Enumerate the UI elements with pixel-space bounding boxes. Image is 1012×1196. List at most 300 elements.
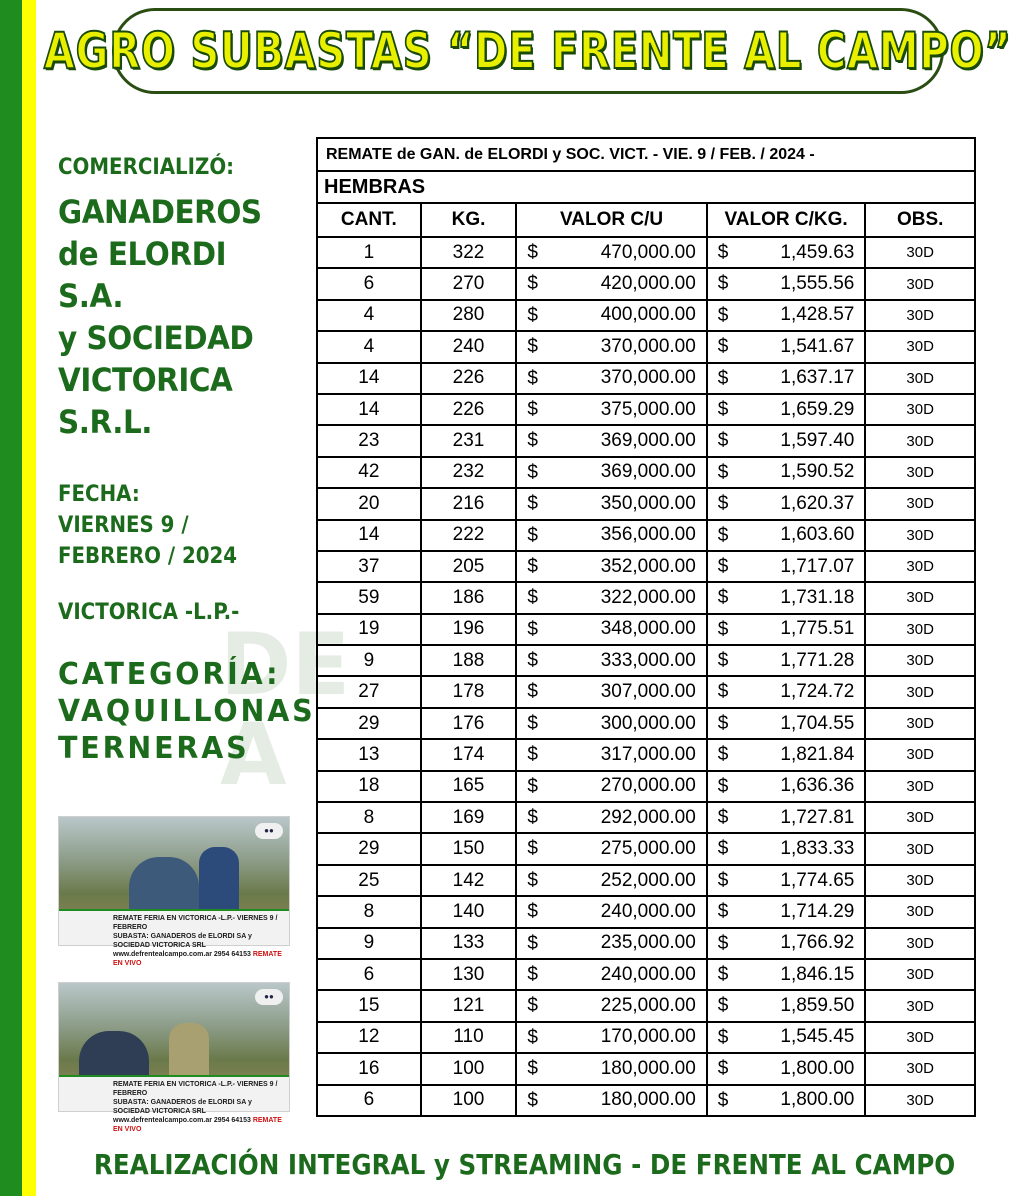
currency-symbol: $ — [527, 398, 538, 420]
amount: 1,555.56 — [780, 273, 855, 295]
table-row — [317, 676, 975, 707]
page-title: AGRO SUBASTAS “DE FRENTE AL CAMPO” — [44, 22, 1012, 80]
cell-cant: 59 — [317, 582, 421, 613]
currency-symbol: $ — [527, 273, 538, 295]
currency-symbol: $ — [527, 461, 538, 483]
table-row — [317, 708, 975, 739]
cell-kg: 169 — [421, 802, 517, 833]
cell-valor-ckg — [707, 237, 866, 268]
amount: 1,821.84 — [780, 743, 855, 765]
amount: 370,000.00 — [600, 335, 696, 357]
currency-symbol: $ — [717, 618, 729, 640]
table-row — [317, 959, 975, 990]
currency-symbol: $ — [527, 807, 538, 829]
photo-banner — [59, 909, 289, 967]
currency-symbol: $ — [527, 650, 538, 672]
amount: 1,846.15 — [780, 963, 855, 985]
cell-kg: 140 — [421, 896, 517, 927]
amount: 333,000.00 — [600, 649, 696, 671]
currency-symbol: $ — [717, 807, 729, 829]
cell-valor-cu — [516, 1053, 706, 1084]
category-block — [58, 656, 316, 767]
cell-kg: 150 — [421, 833, 517, 864]
cell-valor-ckg — [707, 582, 866, 613]
cell-valor-cu — [516, 300, 706, 331]
banner-line: SUBASTA: GANADEROS de ELORDI SA y SOCIEDAD VICTORICA SRL — [113, 1099, 252, 1115]
cell-cant: 14 — [317, 394, 421, 425]
cell-valor-ckg — [707, 802, 866, 833]
cell-obs: 30D — [865, 520, 975, 551]
cell-obs: 30D — [865, 331, 975, 362]
fecha-line: VIERNES 9 / — [58, 513, 189, 538]
amount: 470,000.00 — [600, 241, 696, 263]
currency-symbol: $ — [527, 555, 538, 577]
cell-valor-cu — [516, 268, 706, 299]
cell-valor-cu — [516, 331, 706, 362]
cell-obs: 30D — [865, 676, 975, 707]
cell-valor-cu — [516, 676, 706, 707]
cell-valor-ckg — [707, 425, 866, 456]
cell-cant: 13 — [317, 739, 421, 770]
cell-valor-cu — [516, 237, 706, 268]
amount: 420,000.00 — [600, 273, 696, 295]
amount: 240,000.00 — [600, 900, 696, 922]
table-row — [317, 488, 975, 519]
cell-kg: 165 — [421, 771, 517, 802]
cell-cant: 12 — [317, 1022, 421, 1053]
amount: 225,000.00 — [600, 995, 696, 1017]
banner-url: www.defrentealcampo.com.ar 2954 64153 — [113, 1117, 251, 1124]
cell-kg: 186 — [421, 582, 517, 613]
currency-symbol: $ — [717, 1058, 729, 1080]
cell-kg: 232 — [421, 457, 517, 488]
currency-symbol: $ — [717, 1089, 729, 1111]
cell-valor-ckg — [707, 645, 866, 676]
currency-symbol: $ — [527, 336, 538, 358]
cell-obs: 30D — [865, 896, 975, 927]
cell-valor-cu — [516, 896, 706, 927]
currency-symbol: $ — [527, 618, 538, 640]
cell-valor-cu — [516, 551, 706, 582]
currency-symbol: $ — [527, 995, 538, 1017]
cell-valor-ckg — [707, 928, 866, 959]
cell-cant: 37 — [317, 551, 421, 582]
cell-obs: 30D — [865, 645, 975, 676]
currency-symbol: $ — [717, 838, 729, 860]
currency-symbol: $ — [717, 304, 729, 326]
categoria-line: TERNERAS — [58, 731, 250, 766]
amount: 240,000.00 — [600, 963, 696, 985]
currency-symbol: $ — [717, 555, 729, 577]
table-row — [317, 896, 975, 927]
cell-cant: 29 — [317, 833, 421, 864]
currency-symbol: $ — [717, 398, 729, 420]
amount: 322,000.00 — [600, 586, 696, 608]
cell-kg: 280 — [421, 300, 517, 331]
live-badge: REMATE EN VIVO — [113, 1117, 282, 1133]
table-row — [317, 645, 975, 676]
currency-symbol: $ — [527, 430, 538, 452]
cell-kg: 222 — [421, 520, 517, 551]
cell-valor-cu — [516, 802, 706, 833]
banner-line: REMATE FERIA EN VICTORICA -L.P.- VIERNES 9 / FEBRERO — [113, 915, 278, 931]
cell-obs: 30D — [865, 457, 975, 488]
cell-valor-ckg — [707, 1022, 866, 1053]
banner-line: REMATE FERIA EN VICTORICA -L.P.- VIERNES 9 / FEBRERO — [113, 1081, 278, 1097]
currency-symbol: $ — [717, 995, 729, 1017]
cell-valor-ckg — [707, 708, 866, 739]
table-body — [317, 237, 975, 1116]
comercializo-label: COMERCIALIZÓ: — [58, 155, 235, 180]
amount: 1,800.00 — [780, 1057, 855, 1079]
cell-obs: 30D — [865, 990, 975, 1021]
currency-symbol: $ — [717, 869, 729, 891]
amount: 180,000.00 — [600, 1057, 696, 1079]
cell-obs: 30D — [865, 237, 975, 268]
amount: 1,714.29 — [780, 900, 855, 922]
cell-valor-cu — [516, 614, 706, 645]
cell-obs: 30D — [865, 802, 975, 833]
currency-symbol: $ — [527, 1089, 538, 1111]
cell-valor-cu — [516, 582, 706, 613]
seller-line: GANADEROS — [58, 193, 262, 231]
cell-cant: 23 — [317, 425, 421, 456]
currency-symbol: $ — [717, 712, 729, 734]
table-section: HEMBRAS — [317, 171, 975, 203]
cell-valor-ckg — [707, 488, 866, 519]
currency-symbol: $ — [527, 775, 538, 797]
cell-valor-cu — [516, 488, 706, 519]
currency-symbol: $ — [717, 367, 729, 389]
cell-obs: 30D — [865, 363, 975, 394]
cell-valor-cu — [516, 833, 706, 864]
cell-valor-ckg — [707, 300, 866, 331]
currency-symbol: $ — [527, 1026, 538, 1048]
currency-symbol: $ — [717, 242, 729, 263]
cell-cant: 29 — [317, 708, 421, 739]
amount: 1,541.67 — [780, 335, 855, 357]
currency-symbol: $ — [717, 524, 729, 546]
cell-cant: 19 — [317, 614, 421, 645]
cell-cant: 14 — [317, 520, 421, 551]
cell-valor-ckg — [707, 865, 866, 896]
watermark-logo: DE A — [220, 615, 351, 805]
col-header-obs: OBS. — [865, 203, 975, 237]
currency-symbol: $ — [717, 932, 729, 954]
cell-cant: 15 — [317, 990, 421, 1021]
fecha-line: FEBRERO / 2024 — [58, 544, 238, 569]
amount: 1,597.40 — [780, 430, 855, 452]
currency-symbol: $ — [717, 1026, 729, 1048]
table-row — [317, 520, 975, 551]
amount: 1,766.92 — [780, 932, 855, 954]
table-row — [317, 614, 975, 645]
cell-kg: 226 — [421, 394, 517, 425]
cell-obs: 30D — [865, 959, 975, 990]
cell-kg: 142 — [421, 865, 517, 896]
table-row — [317, 833, 975, 864]
currency-symbol: $ — [527, 587, 538, 609]
currency-symbol: $ — [717, 587, 729, 609]
cell-valor-cu — [516, 394, 706, 425]
amount: 1,859.50 — [780, 995, 855, 1017]
cell-valor-ckg — [707, 896, 866, 927]
amount: 1,833.33 — [780, 838, 855, 860]
cell-obs: 30D — [865, 865, 975, 896]
currency-symbol: $ — [717, 461, 729, 483]
currency-symbol: $ — [527, 838, 538, 860]
cell-obs: 30D — [865, 582, 975, 613]
currency-symbol: $ — [527, 681, 538, 703]
seller-block — [58, 191, 308, 443]
auction-photo-2 — [58, 982, 290, 1133]
cell-cant: 4 — [317, 300, 421, 331]
table-row — [317, 1085, 975, 1116]
cell-cant: 20 — [317, 488, 421, 519]
broadcast-logo-icon: ●● — [255, 989, 283, 1005]
title-banner — [44, 8, 1012, 94]
cell-valor-cu — [516, 959, 706, 990]
cell-cant: 25 — [317, 865, 421, 896]
cell-valor-ckg — [707, 1053, 866, 1084]
cell-valor-cu — [516, 771, 706, 802]
seller-line: y SOCIEDAD — [58, 319, 254, 357]
cell-cant: 9 — [317, 928, 421, 959]
amount: 1,636.36 — [780, 775, 855, 797]
cell-kg: 121 — [421, 990, 517, 1021]
cell-obs: 30D — [865, 1022, 975, 1053]
cell-kg: 178 — [421, 676, 517, 707]
amount: 369,000.00 — [600, 461, 696, 483]
amount: 1,459.63 — [780, 241, 855, 263]
cell-obs: 30D — [865, 739, 975, 770]
photo-banner — [59, 1075, 289, 1133]
amount: 348,000.00 — [600, 618, 696, 640]
cell-cant: 6 — [317, 959, 421, 990]
amount: 369,000.00 — [600, 430, 696, 452]
amount: 270,000.00 — [600, 775, 696, 797]
currency-symbol: $ — [717, 775, 729, 797]
amount: 1,731.18 — [780, 586, 855, 608]
cell-kg: 100 — [421, 1085, 517, 1116]
cell-kg: 196 — [421, 614, 517, 645]
cell-valor-cu — [516, 1022, 706, 1053]
amount: 350,000.00 — [600, 492, 696, 514]
categoria-line: VAQUILLONAS — [58, 694, 316, 729]
table-row — [317, 990, 975, 1021]
amount: 1,775.51 — [780, 618, 855, 640]
cell-obs: 30D — [865, 1085, 975, 1116]
cell-valor-cu — [516, 457, 706, 488]
currency-symbol: $ — [717, 273, 729, 295]
cell-obs: 30D — [865, 708, 975, 739]
cell-valor-ckg — [707, 614, 866, 645]
cell-valor-cu — [516, 708, 706, 739]
amount: 1,774.65 — [780, 869, 855, 891]
cell-valor-cu — [516, 739, 706, 770]
cell-kg: 174 — [421, 739, 517, 770]
table-row — [317, 551, 975, 582]
table-row — [317, 237, 975, 268]
amount: 1,637.17 — [780, 367, 855, 389]
date-block — [58, 479, 308, 572]
table-row — [317, 331, 975, 362]
currency-symbol: $ — [527, 901, 538, 923]
footer-credit: REALIZACIÓN INTEGRAL y STREAMING - DE FRENTE AL CAMPO — [93, 1148, 956, 1181]
currency-symbol: $ — [527, 304, 538, 326]
cell-valor-cu — [516, 990, 706, 1021]
amount: 1,724.72 — [780, 681, 855, 703]
amount: 235,000.00 — [600, 932, 696, 954]
cell-valor-ckg — [707, 833, 866, 864]
cell-valor-ckg — [707, 394, 866, 425]
cell-kg: 216 — [421, 488, 517, 519]
amount: 292,000.00 — [600, 806, 696, 828]
amount: 370,000.00 — [600, 367, 696, 389]
cell-obs: 30D — [865, 928, 975, 959]
cell-kg: 188 — [421, 645, 517, 676]
table-row — [317, 1053, 975, 1084]
currency-symbol: $ — [527, 242, 538, 263]
cell-valor-cu — [516, 645, 706, 676]
cell-cant: 14 — [317, 363, 421, 394]
amount: 275,000.00 — [600, 838, 696, 860]
banner-url: www.defrentealcampo.com.ar 2954 64153 — [113, 951, 251, 958]
cell-obs: 30D — [865, 300, 975, 331]
cell-kg: 176 — [421, 708, 517, 739]
table-row — [317, 268, 975, 299]
cell-kg: 231 — [421, 425, 517, 456]
cell-valor-ckg — [707, 990, 866, 1021]
amount: 1,545.45 — [780, 1026, 855, 1048]
cell-valor-ckg — [707, 331, 866, 362]
currency-symbol: $ — [527, 493, 538, 515]
currency-symbol: $ — [717, 336, 729, 358]
cell-cant: 6 — [317, 268, 421, 299]
amount: 375,000.00 — [600, 398, 696, 420]
currency-symbol: $ — [527, 1058, 538, 1080]
cell-obs: 30D — [865, 833, 975, 864]
table-row — [317, 865, 975, 896]
cell-obs: 30D — [865, 488, 975, 519]
cell-obs: 30D — [865, 1053, 975, 1084]
cell-cant: 8 — [317, 802, 421, 833]
cell-kg: 100 — [421, 1053, 517, 1084]
cell-obs: 30D — [865, 394, 975, 425]
amount: 1,590.52 — [780, 461, 855, 483]
currency-symbol: $ — [527, 712, 538, 734]
cell-cant: 1 — [317, 237, 421, 268]
table-row — [317, 582, 975, 613]
currency-symbol: $ — [527, 963, 538, 985]
amount: 307,000.00 — [600, 681, 696, 703]
currency-symbol: $ — [527, 744, 538, 766]
banner-line — [113, 950, 285, 968]
left-yellow-stripe — [22, 0, 36, 1196]
currency-symbol: $ — [527, 869, 538, 891]
table-heading: REMATE de GAN. de ELORDI y SOC. VICT. - VIE. 9 / FEB. / 2024 - — [317, 138, 975, 171]
amount: 1,727.81 — [780, 806, 855, 828]
cell-cant: 16 — [317, 1053, 421, 1084]
cell-cant: 4 — [317, 331, 421, 362]
cell-valor-ckg — [707, 959, 866, 990]
cell-kg: 110 — [421, 1022, 517, 1053]
currency-symbol: $ — [717, 901, 729, 923]
amount: 170,000.00 — [600, 1026, 696, 1048]
seller-line: de ELORDI S.A. — [58, 235, 227, 315]
location: VICTORICA -L.P.- — [58, 600, 240, 625]
amount: 400,000.00 — [600, 304, 696, 326]
cell-valor-ckg — [707, 676, 866, 707]
cell-valor-cu — [516, 865, 706, 896]
cell-kg: 205 — [421, 551, 517, 582]
cell-valor-ckg — [707, 1085, 866, 1116]
info-column — [58, 152, 316, 767]
cell-valor-cu — [516, 363, 706, 394]
cell-kg: 322 — [421, 237, 517, 268]
currency-symbol: $ — [717, 493, 729, 515]
amount: 1,603.60 — [780, 524, 855, 546]
seller-line: VICTORICA — [58, 361, 233, 399]
cell-cant: 18 — [317, 771, 421, 802]
cell-cant: 27 — [317, 676, 421, 707]
table-row — [317, 802, 975, 833]
amount: 1,704.55 — [780, 712, 855, 734]
table-row — [317, 425, 975, 456]
table-row — [317, 300, 975, 331]
cell-obs: 30D — [865, 614, 975, 645]
seller-line: S.R.L. — [58, 403, 152, 441]
currency-symbol: $ — [717, 963, 729, 985]
cell-valor-ckg — [707, 739, 866, 770]
amount: 352,000.00 — [600, 555, 696, 577]
banner-line — [113, 1116, 285, 1134]
cell-obs: 30D — [865, 771, 975, 802]
categoria-label: CATEGORÍA: — [58, 657, 281, 692]
amount: 1,717.07 — [780, 555, 855, 577]
table-row — [317, 928, 975, 959]
amount: 300,000.00 — [600, 712, 696, 734]
cell-valor-ckg — [707, 457, 866, 488]
table-row — [317, 457, 975, 488]
cell-obs: 30D — [865, 425, 975, 456]
col-header-valor-ckg: VALOR C/KG. — [707, 203, 866, 237]
currency-symbol: $ — [527, 524, 538, 546]
banner-line: SUBASTA: GANADEROS de ELORDI SA y SOCIEDAD VICTORICA SRL — [113, 933, 252, 949]
table-row — [317, 1022, 975, 1053]
cell-kg: 226 — [421, 363, 517, 394]
cell-cant: 42 — [317, 457, 421, 488]
currency-symbol: $ — [527, 367, 538, 389]
table-row — [317, 394, 975, 425]
amount: 1,771.28 — [780, 649, 855, 671]
cell-valor-cu — [516, 520, 706, 551]
cell-valor-cu — [516, 1085, 706, 1116]
amount: 252,000.00 — [600, 869, 696, 891]
cell-kg: 133 — [421, 928, 517, 959]
cell-cant: 6 — [317, 1085, 421, 1116]
currency-symbol: $ — [717, 681, 729, 703]
amount: 1,620.37 — [780, 492, 855, 514]
currency-symbol: $ — [527, 932, 538, 954]
auction-results-table — [316, 137, 976, 1117]
cell-valor-cu — [516, 928, 706, 959]
table-row — [317, 771, 975, 802]
live-badge: REMATE EN VIVO — [113, 951, 282, 967]
fecha-label: FECHA: — [58, 482, 140, 507]
cell-cant: 9 — [317, 645, 421, 676]
col-header-valor-cu: VALOR C/U — [516, 203, 706, 237]
